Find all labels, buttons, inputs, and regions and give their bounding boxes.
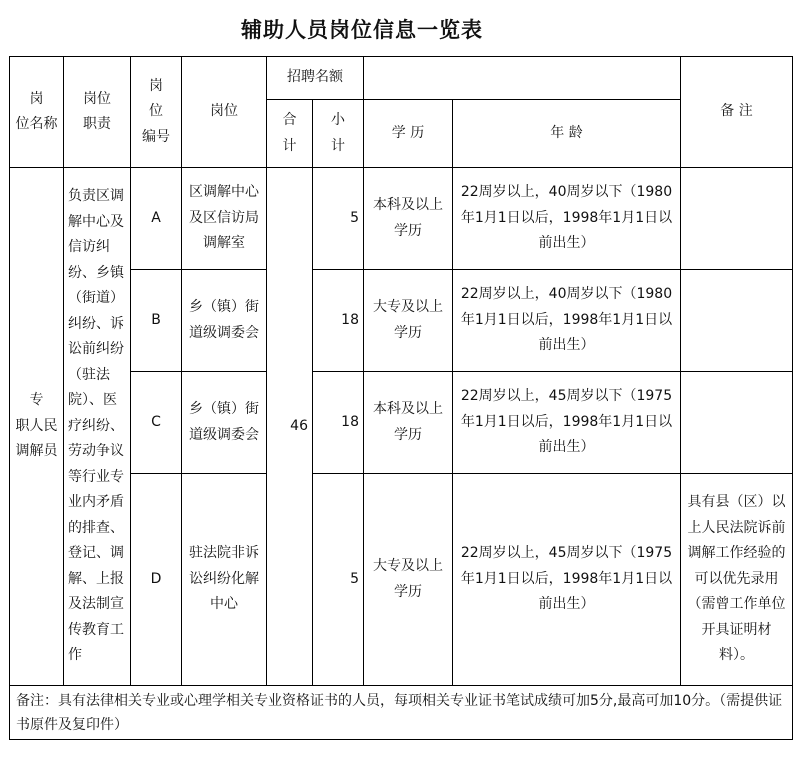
header-age: 年 龄 xyxy=(453,100,681,168)
header-post: 岗位 xyxy=(182,57,267,168)
remark-cell xyxy=(681,270,793,372)
count-cell: 5 xyxy=(313,474,364,686)
table-row xyxy=(10,168,793,270)
remark-cell xyxy=(681,168,793,270)
header-education: 学 历 xyxy=(364,100,453,168)
education-cell: 大专及以上学历 xyxy=(364,474,453,686)
header-code: 岗 位 编号 xyxy=(131,57,182,168)
education-cell: 本科及以上学历 xyxy=(364,168,453,270)
code-cell: B xyxy=(131,270,182,372)
position-name-cell: 专 职人民调解员 xyxy=(10,168,64,686)
post-cell: 区调解中心及区信访局调解室 xyxy=(182,168,267,270)
total-cell: 46 xyxy=(267,168,313,686)
table-note: 备注：具有法律相关专业或心理学相关专业资格证书的人员，每项相关专业证书笔试成绩可加5分,最高可加10分。（需提供证书原件及复印件） xyxy=(10,686,793,740)
remark-cell xyxy=(681,372,793,474)
count-cell: 18 xyxy=(313,372,364,474)
header-remarks: 备 注 xyxy=(681,57,793,168)
header-position-name: 岗 位名称 xyxy=(10,57,64,168)
code-cell: D xyxy=(131,474,182,686)
age-cell: 22周岁以上，40周岁以下（1980年1月1日以后，1998年1月1日以前出生） xyxy=(453,270,681,372)
header-blank xyxy=(364,57,681,100)
education-cell: 本科及以上学历 xyxy=(364,372,453,474)
header-quota: 招聘名额 xyxy=(267,57,364,100)
position-info-table xyxy=(9,56,793,740)
code-cell: A xyxy=(131,168,182,270)
remark-cell: 具有县（区）以上人民法院诉前调解工作经验的可以优先录用（需曾工作单位开具证明材料）。 xyxy=(681,474,793,686)
header-subtotal: 小 计 xyxy=(313,100,364,168)
count-cell: 5 xyxy=(313,168,364,270)
post-cell: 驻法院非诉讼纠纷化解中心 xyxy=(182,474,267,686)
duty-cell: 负责区调解中心及信访纠纷、乡镇（街道）纠纷、诉讼前纠纷（驻法院）、医疗纠纷、劳动争议等行业专业内矛盾的排查、登记、调解、上报及法制宣传教育工作 xyxy=(64,168,131,686)
header-duty: 岗位 职责 xyxy=(64,57,131,168)
page-title: 辅助人员岗位信息一览表 xyxy=(241,17,483,42)
post-cell: 乡（镇）街道级调委会 xyxy=(182,372,267,474)
age-cell: 22周岁以上，40周岁以下（1980年1月1日以后，1998年1月1日以前出生） xyxy=(453,168,681,270)
age-cell: 22周岁以上，45周岁以下（1975年1月1日以后，1998年1月1日以前出生） xyxy=(453,474,681,686)
post-cell: 乡（镇）街道级调委会 xyxy=(182,270,267,372)
education-cell: 大专及以上学历 xyxy=(364,270,453,372)
header-total: 合 计 xyxy=(267,100,313,168)
code-cell: C xyxy=(131,372,182,474)
count-cell: 18 xyxy=(313,270,364,372)
age-cell: 22周岁以上，45周岁以下（1975年1月1日以后，1998年1月1日以前出生） xyxy=(453,372,681,474)
